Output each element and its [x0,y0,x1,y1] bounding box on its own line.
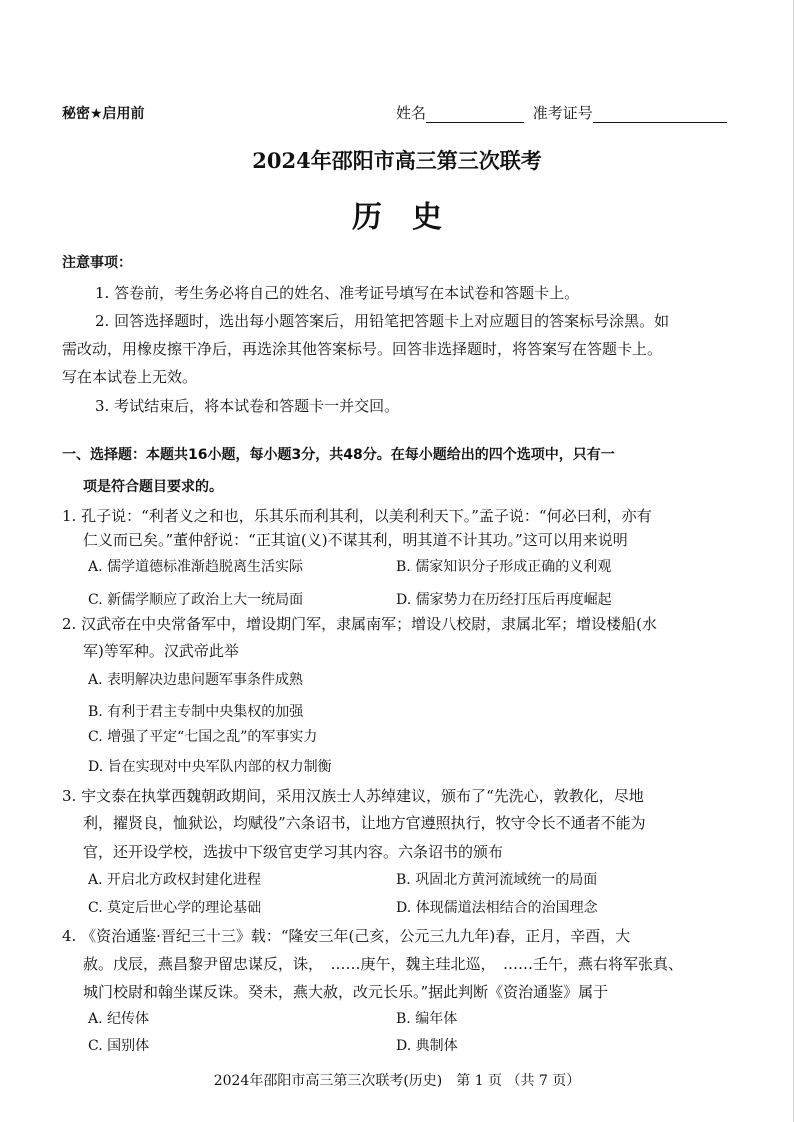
name-label: 姓名 [396,104,427,122]
question-3-option-c[interactable]: C. 莫定后世心学的理论基础 [88,900,262,916]
question-3-line-2: 利，擢贤良，恤狱讼，均赋役”六条诏书，让地方官遵照执行，牧守令长不通者不能为 [83,814,646,832]
question-4-option-b[interactable]: B. 编年体 [396,1011,458,1027]
question-2-option-d[interactable]: D. 旨在实现对中央军队内部的权力制衡 [88,759,332,775]
exam-number-blank[interactable] [593,106,727,123]
subject-title: 历 史 [352,200,442,235]
question-2-option-c[interactable]: C. 增强了平定“七国之乱”的军事实力 [88,729,318,745]
question-1-option-d[interactable]: D. 儒家势力在历经打压后再度崛起 [396,592,612,608]
question-1-line-1: 1. 孔子说：“利者义之和也，乐其乐而利其利，以美利利天下。”孟子说：“何必曰利，亦有 [62,507,652,525]
notice-item-1: 1. 答卷前，考生务必将自己的姓名、准考证号填写在本试卷和答题卡上。 [95,284,580,302]
exam-title: 2024年邵阳市高三第三次联考 [252,148,542,173]
question-3-option-d[interactable]: D. 体现儒道法相结合的治国理念 [396,900,598,916]
question-3-line-1: 3. 宇文泰在执掌西魏朝政期间，采用汉族士人苏绰建议，颁布了“先洗心，敦教化，尽地 [62,787,644,805]
question-4-option-a[interactable]: A. 纪传体 [88,1011,150,1027]
notice-item-2-line-3: 写在本试卷上无效。 [62,368,198,386]
name-blank[interactable] [426,106,524,123]
question-2-line-2: 军)等军种。汉武帝此举 [83,642,239,660]
question-1-option-b[interactable]: B. 儒家知识分子形成正确的义利观 [396,559,612,575]
notice-item-3: 3. 考试结束后，将本试卷和答题卡一并交回。 [95,397,400,415]
question-4-option-d[interactable]: D. 典制体 [396,1038,458,1054]
notice-heading: 注意事项： [62,255,132,271]
section-heading-line-2: 项是符合题目要求的。 [83,479,223,495]
question-4-option-c[interactable]: C. 国别体 [88,1038,150,1054]
exam-number-label: 准考证号 [532,104,593,122]
question-1-line-2: 仁义而已矣。”董仲舒说：“正其谊(义)不谋其利，明其道不计其功。”这可以用来说明 [83,531,628,549]
confidential-label: 秘密★启用前 [62,106,145,122]
question-4-line-1: 4. 《资治通鉴·晋纪三十三》载：“隆安三年(己亥，公元三九九年)春，正月，辛酉，大 [62,927,631,945]
question-2-line-1: 2. 汉武帝在中央常备军中，增设期门军，隶属南军；增设八校尉，隶属北军；增设楼船(水 [62,615,657,633]
question-1-option-a[interactable]: A. 儒学道德标准渐趋脱离生活实际 [88,559,304,575]
question-3-option-a[interactable]: A. 开启北方政权封建化进程 [88,872,262,888]
notice-item-2-line-1: 2. 回答选择题时，选出每小题答案后，用铅笔把答题卡上对应题目的答案标号涂黑。如 [95,312,670,330]
question-2-option-b[interactable]: B. 有利于君主专制中央集权的加强 [88,704,304,720]
section-heading-line-1: 一、选择题：本题共16小题，每小题3分，共48分。在每小题给出的四个选项中，只有一 [62,447,615,463]
question-4-line-3: 城门校尉和翰坐谋反诛。癸未，燕大赦，改元长乐。”据此判断《资治通鉴》属于 [83,983,609,1001]
question-4-line-2: 赦。戊辰，燕昌黎尹留忠谋反，诛， ……庚午，魏主珪北巡， ……壬午，燕右将军张真、 [83,955,684,973]
notice-item-2-line-2: 需改动，用橡皮擦干净后，再选涂其他答案标号。回答非选择题时，将答案写在答题卡上。 [62,340,663,358]
question-1-option-c[interactable]: C. 新儒学顺应了政治上大一统局面 [88,592,304,608]
question-3-line-3: 官，还开设学校，选拔中下级官吏学习其内容。六条诏书的颁布 [83,843,504,861]
question-3-option-b[interactable]: B. 巩固北方黄河流域统一的局面 [396,872,598,888]
name-field[interactable] [396,102,727,123]
page-footer: 2024年邵阳市高三第三次联考(历史) 第 1 页 （共 7 页） [213,1073,581,1089]
question-2-option-a[interactable]: A. 表明解决边患问题军事条件成熟 [88,672,304,688]
